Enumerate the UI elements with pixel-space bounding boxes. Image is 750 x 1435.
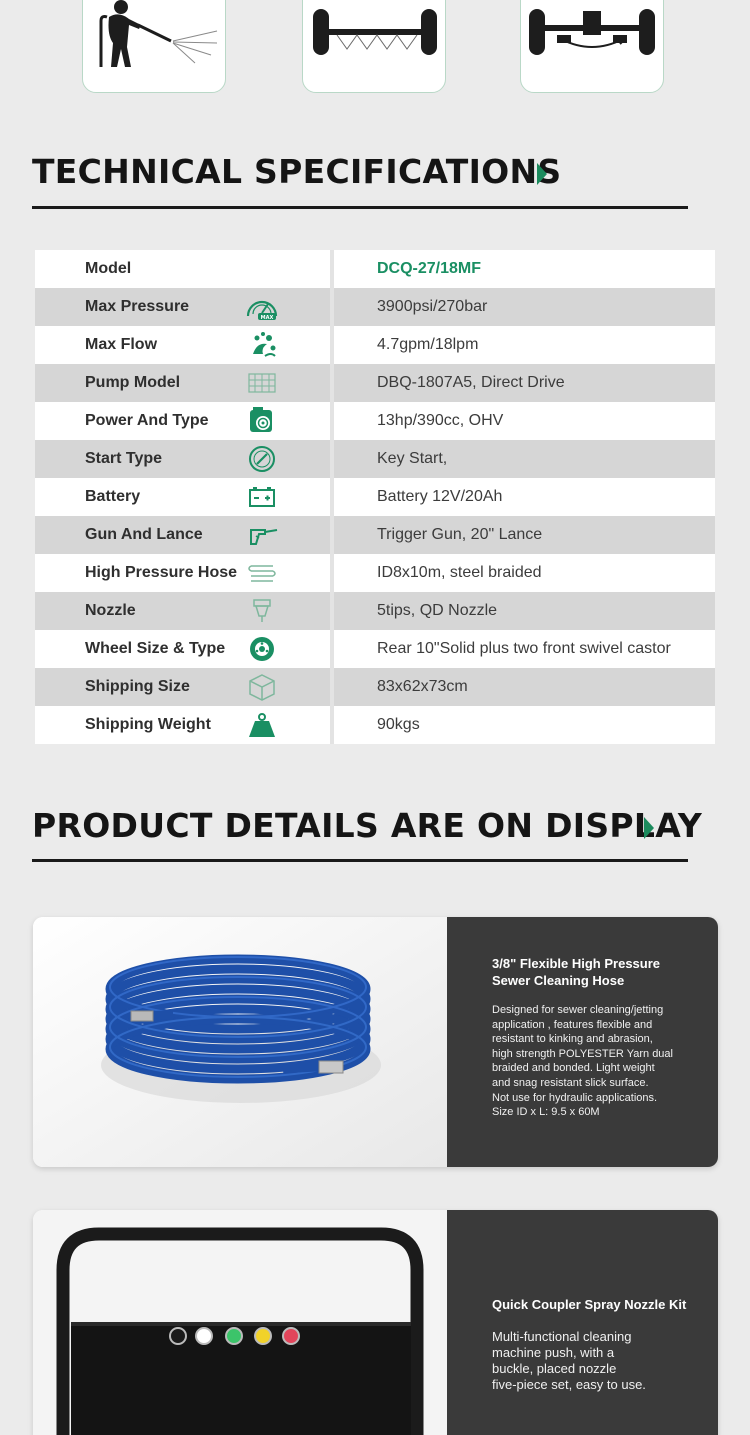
surface-cleaner-icon bbox=[303, 0, 446, 93]
specification-table bbox=[35, 250, 715, 744]
pressure-gauge-icon bbox=[245, 292, 279, 322]
spec-label: Max Flow bbox=[85, 336, 158, 353]
application-icons bbox=[0, 0, 750, 95]
chevron-right-icon bbox=[644, 817, 654, 839]
battery-icon bbox=[245, 482, 279, 512]
detail-description: Designed for sewer cleaning/jetting application , features flexible and resistant to kinking and abrasion, high strength POLYESTER Yarn dual braided and bonded. Light weight and snag resistant slick surface. Not use for hydraulic applications. Size ID x L: 9.5 x 60M bbox=[492, 1004, 673, 1119]
spec-label: Gun And Lance bbox=[85, 526, 203, 543]
spec-label: Shipping Weight bbox=[85, 716, 211, 733]
spec-row-wheel-size-type bbox=[35, 630, 715, 668]
spec-value: 83x62x73cm bbox=[377, 678, 468, 695]
spec-row-start-type bbox=[35, 440, 715, 478]
spec-value: Battery 12V/20Ah bbox=[377, 488, 503, 505]
spec-row-shipping-weight bbox=[35, 706, 715, 744]
spec-label: Pump Model bbox=[85, 374, 181, 391]
heading-underline bbox=[32, 859, 688, 862]
detail-info-panel bbox=[447, 1210, 718, 1435]
spec-row-max-pressure bbox=[35, 288, 715, 326]
chevron-right-icon bbox=[537, 163, 547, 185]
spec-label: Wheel Size & Type bbox=[85, 640, 226, 657]
application-card-surface-cleaner bbox=[302, 0, 446, 93]
spec-value: ID8x10m, steel braided bbox=[377, 564, 542, 581]
spec-label: Start Type bbox=[85, 450, 163, 467]
spec-row-nozzle bbox=[35, 592, 715, 630]
product-details-title: PRODUCT DETAILS ARE ON DISPLAY bbox=[32, 806, 703, 845]
spec-value: 4.7gpm/18lpm bbox=[377, 336, 479, 353]
nozzle-kit-image bbox=[33, 1210, 447, 1435]
spec-value: 3900psi/270bar bbox=[377, 298, 488, 315]
spec-value-model: DCQ-27/18MF bbox=[377, 260, 482, 277]
spec-row-battery bbox=[35, 478, 715, 516]
weight-icon bbox=[245, 710, 279, 740]
pump-icon bbox=[245, 368, 279, 398]
box-icon bbox=[245, 672, 279, 702]
spec-value: DBQ-1807A5, Direct Drive bbox=[377, 374, 565, 391]
spec-value: 13hp/390cc, OHV bbox=[377, 412, 504, 429]
spec-value: 90kgs bbox=[377, 716, 420, 733]
spec-value: Rear 10"Solid plus two front swivel castor bbox=[377, 640, 671, 657]
detail-description: Multi-functional cleaning machine push, with a buckle, placed nozzle five-piece set, easy to use. bbox=[492, 1329, 646, 1392]
detail-info-panel bbox=[447, 917, 718, 1167]
spec-label: Power And Type bbox=[85, 412, 209, 429]
spec-value: Trigger Gun, 20" Lance bbox=[377, 526, 543, 543]
detail-card-nozzle-kit bbox=[33, 1210, 718, 1435]
spec-label: Battery bbox=[85, 488, 141, 505]
spec-value: 5tips, QD Nozzle bbox=[377, 602, 498, 619]
spray-worker-icon bbox=[83, 0, 226, 93]
spec-label: Max Pressure bbox=[85, 298, 190, 315]
spec-row-model bbox=[35, 250, 715, 288]
spec-label: High Pressure Hose bbox=[85, 564, 238, 581]
rotary-surface-cleaner-icon bbox=[521, 0, 664, 93]
spec-row-max-flow bbox=[35, 326, 715, 364]
heading-underline bbox=[32, 206, 688, 209]
engine-icon bbox=[245, 406, 279, 436]
spray-gun-icon bbox=[245, 520, 279, 550]
spec-row-pump-model bbox=[35, 364, 715, 402]
application-card-spraying bbox=[82, 0, 226, 93]
spec-row-shipping-size bbox=[35, 668, 715, 706]
hose-icon bbox=[245, 558, 279, 588]
wheel-icon bbox=[245, 634, 279, 664]
key-start-icon bbox=[245, 444, 279, 474]
water-splash-icon bbox=[245, 330, 279, 360]
technical-specifications-title: TECHNICAL SPECIFICATIONS bbox=[32, 152, 562, 191]
detail-title: 3/8" Flexible High Pressure Sewer Cleaning Hose bbox=[492, 956, 661, 988]
blue-hose-image bbox=[33, 917, 447, 1167]
application-card-rotary-cleaner bbox=[520, 0, 664, 93]
svg-text:MAX: MAX bbox=[260, 315, 274, 321]
spec-label: Shipping Size bbox=[85, 678, 190, 695]
spec-label: Model bbox=[85, 260, 132, 277]
spec-row-gun-and-lance bbox=[35, 516, 715, 554]
spec-row-power-and-type bbox=[35, 402, 715, 440]
spec-value: Key Start, bbox=[377, 450, 448, 467]
detail-card-hose bbox=[33, 917, 718, 1167]
detail-title: Quick Coupler Spray Nozzle Kit bbox=[492, 1297, 687, 1312]
spec-label: Nozzle bbox=[85, 602, 136, 619]
spec-row-high-pressure-hose bbox=[35, 554, 715, 592]
nozzle-icon bbox=[245, 596, 279, 626]
